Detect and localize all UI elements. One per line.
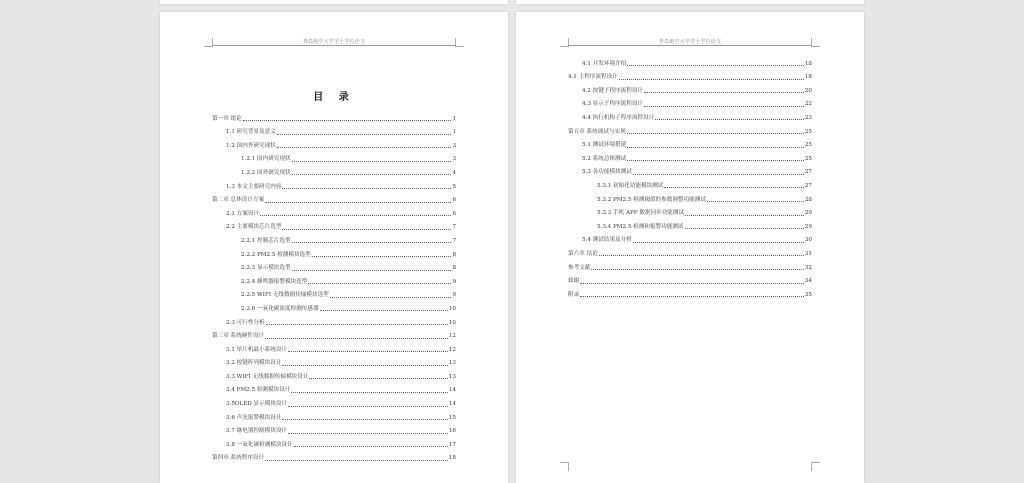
- toc-entry[interactable]: [212, 204, 456, 218]
- toc-entry-title: 3.8 一氧化碳检测模块设计: [226, 441, 293, 448]
- toc-title: 目 录: [313, 92, 355, 103]
- toc-leader-dots: [292, 270, 452, 271]
- toc-entry[interactable]: [212, 299, 456, 313]
- toc-entry-title: 第一章 绪论: [212, 115, 242, 122]
- toc-entry[interactable]: [212, 272, 456, 286]
- toc-page-number: 29: [804, 223, 812, 230]
- document-page-2[interactable]: [516, 12, 864, 483]
- toc-leader-dots: [288, 351, 448, 352]
- toc-entry-title: 第四章 系统程序设计: [212, 455, 265, 462]
- toc-entry[interactable]: [212, 177, 456, 191]
- toc-leader-dots: [644, 106, 804, 107]
- toc-entry[interactable]: [212, 449, 456, 463]
- toc-leader-dots: [664, 187, 804, 188]
- toc-page-number: 13: [448, 373, 456, 380]
- toc-entry[interactable]: [568, 149, 812, 163]
- toc-page-number: 25: [804, 142, 812, 149]
- toc-leader-dots: [627, 133, 804, 134]
- toc-page-number: 32: [804, 264, 812, 271]
- toc-entry-title: 2.2.2 PM2.5 检测模块选型: [241, 251, 311, 258]
- toc-entry[interactable]: [212, 163, 456, 177]
- toc-entry[interactable]: [568, 81, 812, 95]
- toc-entry[interactable]: [568, 108, 812, 122]
- toc-leader-dots: [580, 283, 804, 284]
- toc-page-number: 20: [804, 87, 812, 94]
- toc-page-number: 25: [804, 128, 812, 135]
- toc-page-number: 18: [804, 74, 812, 81]
- toc-page-number: 9: [452, 292, 456, 299]
- toc-leader-dots: [291, 392, 447, 393]
- toc-entry[interactable]: [212, 435, 456, 449]
- toc-entry-title: 致谢: [568, 278, 580, 285]
- header-rule: [212, 45, 456, 46]
- toc-entry-title: 5.2 系统总体测试: [582, 155, 627, 162]
- margin-corner-mark: [560, 462, 569, 471]
- toc-leader-dots: [619, 79, 804, 80]
- toc-page-number: 6: [452, 210, 456, 217]
- toc-entry[interactable]: [212, 191, 456, 205]
- toc-leader-dots: [282, 188, 451, 189]
- toc-entry[interactable]: [212, 408, 456, 422]
- toc-leader-dots: [627, 147, 804, 148]
- toc-leader-dots: [277, 134, 452, 135]
- toc-page-number: 15: [448, 414, 456, 421]
- toc-leader-dots: [243, 120, 452, 121]
- toc-entry-title: 5.3.3 手机 APP 数据同步功能测试: [597, 210, 685, 217]
- toc-leader-dots: [685, 215, 804, 216]
- toc-entry[interactable]: [212, 354, 456, 368]
- toc-leader-dots: [308, 283, 451, 284]
- toc-entry[interactable]: [212, 136, 456, 150]
- toc-leader-dots: [685, 228, 804, 229]
- toc-leader-dots: [265, 202, 451, 203]
- toc-page-number: 28: [804, 196, 812, 203]
- toc-entry-title: 第三章 系统硬件设计: [212, 333, 265, 340]
- toc-entry-title: 4.4 执行机构子程序流程设计: [582, 114, 655, 121]
- toc-page-number: 8: [452, 265, 456, 272]
- toc-leader-dots: [288, 433, 448, 434]
- document-page-1[interactable]: [160, 12, 508, 483]
- toc-page-number: 12: [448, 346, 456, 353]
- toc-entry-title: 5.1 测试环境搭建: [582, 142, 627, 149]
- toc-page-number: 17: [448, 441, 456, 448]
- toc-leader-dots: [309, 378, 447, 379]
- toc-page-number: 10: [448, 305, 456, 312]
- toc-entry-title: 3.4 PM2.5 检测模块设计: [226, 387, 291, 394]
- toc-leader-dots: [707, 201, 804, 202]
- toc-entry[interactable]: [212, 340, 456, 354]
- toc-leader-dots: [591, 269, 803, 270]
- toc-entry[interactable]: [568, 258, 812, 272]
- toc-page-number: 18: [448, 455, 456, 462]
- toc-entry-title: 5.3.4 PM2.5 检测和报警功能测试: [597, 223, 684, 230]
- toc-leader-dots: [644, 92, 804, 93]
- toc-entry-title: 第五章 系统调试与实现: [568, 128, 626, 135]
- toc-page-number: 18: [804, 60, 812, 67]
- toc-page-number: 1: [452, 115, 456, 122]
- toc-leader-dots: [282, 365, 447, 366]
- toc-page-number: 22: [804, 101, 812, 108]
- toc-entry[interactable]: [568, 54, 812, 68]
- toc-leader-dots: [312, 256, 452, 257]
- toc-leader-dots: [580, 296, 804, 297]
- toc-entry[interactable]: [212, 394, 456, 408]
- toc-entry[interactable]: [568, 231, 812, 245]
- toc-entry-title: 2.2.3 显示模块选型: [241, 265, 291, 272]
- toc-page-number: 4: [452, 169, 456, 176]
- toc-entry[interactable]: [568, 217, 812, 231]
- toc-entry[interactable]: [568, 285, 812, 299]
- toc-entry[interactable]: [568, 244, 812, 258]
- toc-entry-title: 1.2.2 国外研究现状: [241, 169, 291, 176]
- toc-entry-title: 5.3 各功能模块测试: [582, 169, 632, 176]
- toc-entry-title: 1.3 本文主要研究内容: [226, 183, 282, 190]
- previous-page-edge-right: [516, 0, 864, 4]
- toc-page-number: 6: [452, 197, 456, 204]
- toc-entry[interactable]: [212, 150, 456, 164]
- toc-page-number: 27: [804, 182, 812, 189]
- toc-entry[interactable]: [212, 367, 456, 381]
- toc-entry-title: 附录: [568, 291, 580, 298]
- toc-page-number: 12: [448, 333, 456, 340]
- toc-page-number: 29: [804, 210, 812, 217]
- toc-page-number: 31: [804, 250, 812, 257]
- toc-entry-title: 5.3.1 初始化功能模块测试: [597, 182, 664, 189]
- toc-page-number: 34: [804, 278, 812, 285]
- toc-entry[interactable]: [568, 95, 812, 109]
- toc-entry-title: 3.3 WIFI 无线数据传输模块设计: [226, 373, 309, 380]
- toc-entry-title: 2.1 方案设计: [226, 210, 260, 217]
- toc-page-number: 3: [452, 156, 456, 163]
- toc-page-number: 27: [804, 169, 812, 176]
- toc-leader-dots: [265, 338, 448, 339]
- toc-entry-title: 3.7 继电器控制模块设计: [226, 428, 288, 435]
- toc-entry-title: 4.2 按键子程序流程设计: [582, 87, 644, 94]
- toc-entry[interactable]: [212, 422, 456, 436]
- toc-leader-dots: [266, 324, 448, 325]
- toc-entry-title: 3.1 单片机最小系统设计: [226, 346, 288, 353]
- toc-page-number: 9: [452, 278, 456, 285]
- toc-page-number: 30: [804, 237, 812, 244]
- toc-entry[interactable]: [568, 272, 812, 286]
- toc-leader-dots: [288, 406, 448, 407]
- toc-entry-title: 3.2 按键阵列模块设计: [226, 360, 282, 367]
- toc-page-number: 10: [448, 319, 456, 326]
- toc-entry[interactable]: [568, 163, 812, 177]
- toc-entry[interactable]: [212, 259, 456, 273]
- toc-entry-title: 5.3.2 PM2.5 检测阈值的参数调整功能测试: [597, 196, 706, 203]
- toc-entry[interactable]: [212, 245, 456, 259]
- toc-page-number: 8: [452, 251, 456, 258]
- toc-entry-title: 第二章 总体设计方案: [212, 197, 265, 204]
- toc-leader-dots: [282, 419, 447, 420]
- toc-entry[interactable]: [568, 122, 812, 136]
- toc-leader-dots: [260, 215, 451, 216]
- toc-entry-title: 5.4 测试结果及分析: [582, 237, 632, 244]
- toc-entry[interactable]: [212, 109, 456, 123]
- toc-leader-dots: [277, 147, 452, 148]
- page-header: 青岛航空大学学士学位论文: [658, 39, 722, 45]
- toc-entry-title: 2.2.6 一氧化碳浓度检测传感器: [241, 305, 319, 312]
- toc-entry[interactable]: [212, 231, 456, 245]
- toc-entry[interactable]: [212, 218, 456, 232]
- toc-leader-dots: [633, 242, 804, 243]
- toc-page-number: 7: [452, 224, 456, 231]
- toc-leader-dots: [599, 255, 804, 256]
- toc-entry-title: 4.3 显示子程序流程设计: [582, 101, 644, 108]
- toc-leader-dots: [627, 160, 804, 161]
- margin-corner-mark: [811, 462, 820, 471]
- toc-page-number: 35: [804, 291, 812, 298]
- toc-entry[interactable]: [568, 68, 812, 82]
- toc-page-number: 14: [448, 387, 456, 394]
- toc-leader-dots: [627, 65, 804, 66]
- header-rule: [568, 45, 812, 46]
- toc-page-number: 23: [804, 114, 812, 121]
- toc-entry-title: 4.1 主程序流程设计: [568, 74, 618, 81]
- toc-leader-dots: [292, 174, 452, 175]
- toc-entry-title: 参考文献: [568, 264, 591, 271]
- toc-entry-title: 2.2.5 WIFI 无线数据传输模块选型: [241, 292, 329, 299]
- toc-leader-dots: [633, 174, 804, 175]
- toc-entry[interactable]: [212, 286, 456, 300]
- toc-leader-dots: [292, 242, 452, 243]
- toc-leader-dots: [294, 446, 448, 447]
- toc-page-number: 13: [448, 360, 456, 367]
- toc-list: [212, 109, 456, 462]
- previous-page-edge-left: [160, 0, 508, 4]
- toc-entry-title: 4.1 开发环境介绍: [582, 60, 627, 67]
- toc-entry[interactable]: [568, 204, 812, 218]
- toc-list: [568, 54, 812, 299]
- toc-page-number: 14: [448, 401, 456, 408]
- toc-page-number: 16: [448, 428, 456, 435]
- toc-leader-dots: [330, 297, 452, 298]
- toc-leader-dots: [265, 460, 448, 461]
- toc-entry[interactable]: [568, 190, 812, 204]
- toc-entry-title: 1.1 研究背景及意义: [226, 129, 276, 136]
- toc-page-number: 3: [452, 142, 456, 149]
- toc-page-number: 5: [452, 183, 456, 190]
- toc-entry-title: 1.2.1 国内研究现状: [241, 156, 291, 163]
- toc-entry-title: 1.2 国内外研究现状: [226, 142, 276, 149]
- toc-entry-title: 2.3 可行性分析: [226, 319, 265, 326]
- toc-entry-title: 2.2 主要模块芯片选型: [226, 224, 282, 231]
- toc-leader-dots: [292, 161, 452, 162]
- toc-entry[interactable]: [212, 123, 456, 137]
- toc-leader-dots: [655, 119, 804, 120]
- toc-entry[interactable]: [568, 136, 812, 150]
- toc-entry-title: 2.2.1 控制芯片选型: [241, 237, 291, 244]
- toc-entry-title: 3.6 声光报警模块设计: [226, 414, 282, 421]
- toc-entry[interactable]: [212, 381, 456, 395]
- toc-entry[interactable]: [568, 176, 812, 190]
- toc-entry[interactable]: [212, 327, 456, 341]
- toc-page-number: 7: [452, 237, 456, 244]
- toc-page-number: 25: [804, 155, 812, 162]
- toc-entry-title: 3.5OLED 显示模块设计: [226, 401, 288, 408]
- toc-entry[interactable]: [212, 313, 456, 327]
- toc-leader-dots: [282, 229, 451, 230]
- toc-page-number: 1: [452, 129, 456, 136]
- page-header: 青岛航空大学学士学位论文: [302, 39, 366, 45]
- toc-entry-title: 第六章 结论: [568, 250, 598, 257]
- toc-leader-dots: [320, 310, 448, 311]
- toc-entry-title: 2.2.4 蜂鸣器报警模块选型: [241, 278, 308, 285]
